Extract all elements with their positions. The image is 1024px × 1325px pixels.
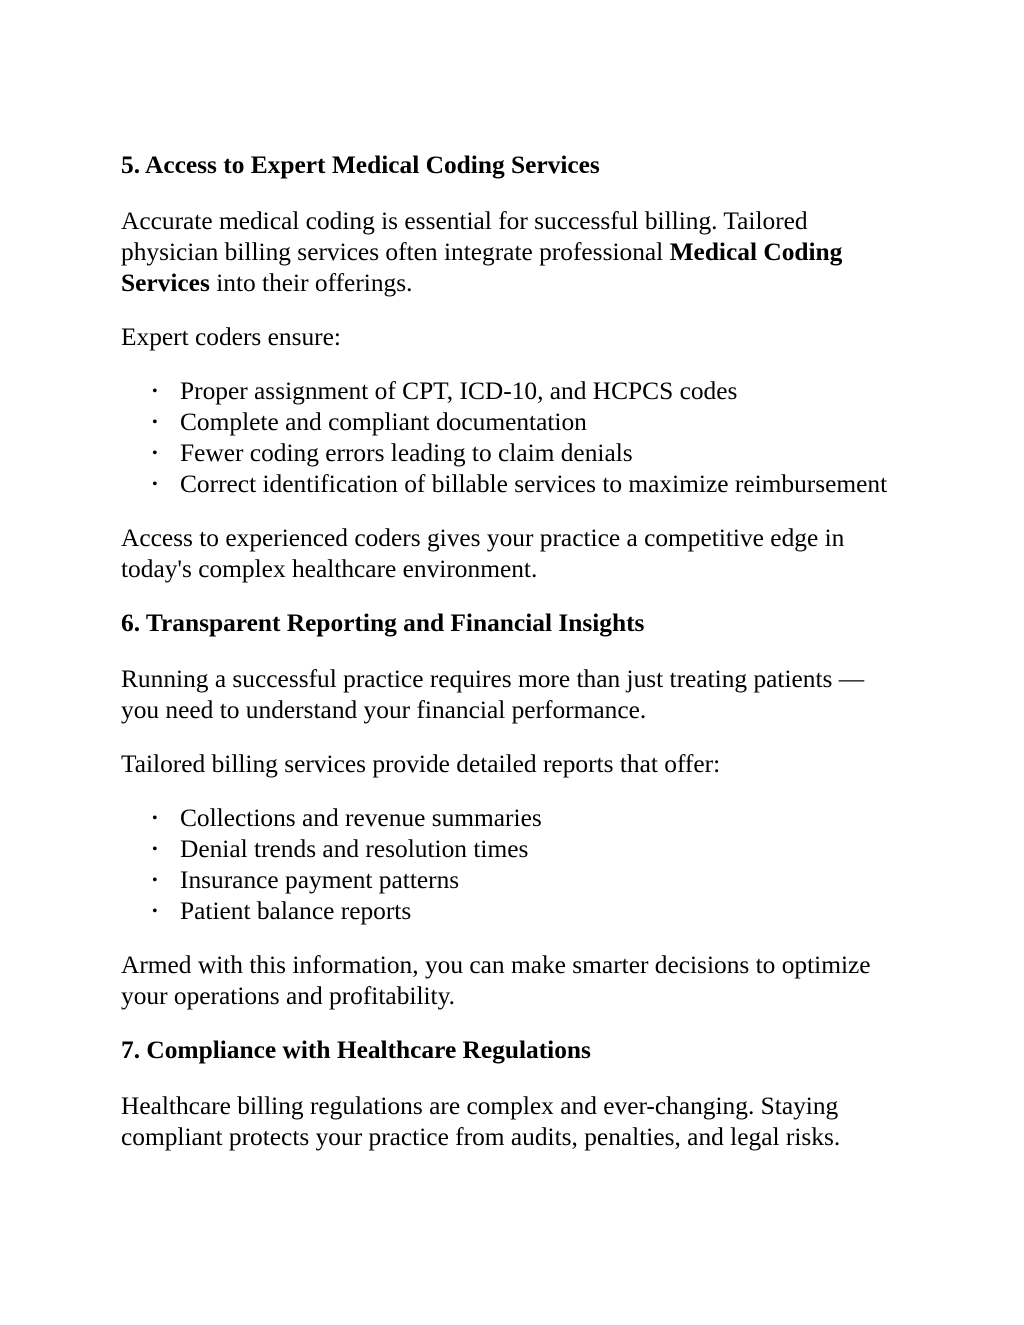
list-item [121, 834, 891, 865]
list-item [121, 803, 891, 834]
section-5-intro-bold: Medical Coding Services [121, 238, 843, 297]
section-5-bullet-list [121, 376, 891, 500]
list-item [121, 865, 891, 896]
section-5-intro-text: Accurate medical coding is essential for successful billing. Tailored physician billing services often integrate professional [121, 207, 808, 266]
bullet-icon: • [152, 445, 158, 462]
bullet-icon: • [152, 872, 158, 889]
bullet-icon: • [152, 903, 158, 920]
list-item-text: Collections and revenue summaries [180, 804, 542, 832]
section-7-intro: Healthcare billing regulations are complex and ever-changing. Staying compliant protects your practice from audits, penalties, and legal risks. [121, 1092, 841, 1151]
list-item [121, 469, 891, 500]
list-item-text: Correct identification of billable services to maximize reimbursement [180, 470, 888, 498]
document-page [121, 150, 891, 1176]
list-item-text: Proper assignment of CPT, ICD-10, and HCPCS codes [180, 377, 738, 405]
section-5-closing: Access to experienced coders gives your practice a competitive edge in today's complex healthcare environment. [121, 524, 845, 583]
section-6-heading: 6. Transparent Reporting and Financial Insights [121, 609, 645, 637]
section-6-lead: Tailored billing services provide detailed reports that offer: [121, 750, 721, 778]
list-item-text: Complete and compliant documentation [180, 408, 587, 436]
list-item-text: Fewer coding errors leading to claim denials [180, 439, 633, 467]
list-item [121, 407, 891, 438]
section-5-intro [121, 206, 891, 299]
section-6-intro: Running a successful practice requires more than just treating patients — you need to understand your financial performance. [121, 665, 865, 724]
bullet-icon: • [152, 810, 158, 827]
list-item [121, 896, 891, 927]
bullet-icon: • [152, 841, 158, 858]
list-item-text: Denial trends and resolution times [180, 835, 529, 863]
list-item [121, 438, 891, 469]
bullet-icon: • [152, 476, 158, 493]
section-5-intro-text-end: into their offerings. [209, 269, 413, 297]
section-5-heading: 5. Access to Expert Medical Coding Services [121, 151, 600, 179]
bullet-icon: • [152, 383, 158, 400]
list-item [121, 376, 891, 407]
section-7-heading: 7. Compliance with Healthcare Regulations [121, 1036, 591, 1064]
list-item-text: Patient balance reports [180, 897, 412, 925]
section-5-lead: Expert coders ensure: [121, 323, 341, 351]
section-6-bullet-list [121, 803, 891, 927]
list-item-text: Insurance payment patterns [180, 866, 460, 894]
bullet-icon: • [152, 414, 158, 431]
section-6-closing: Armed with this information, you can make smarter decisions to optimize your operations and profitability. [121, 951, 871, 1010]
